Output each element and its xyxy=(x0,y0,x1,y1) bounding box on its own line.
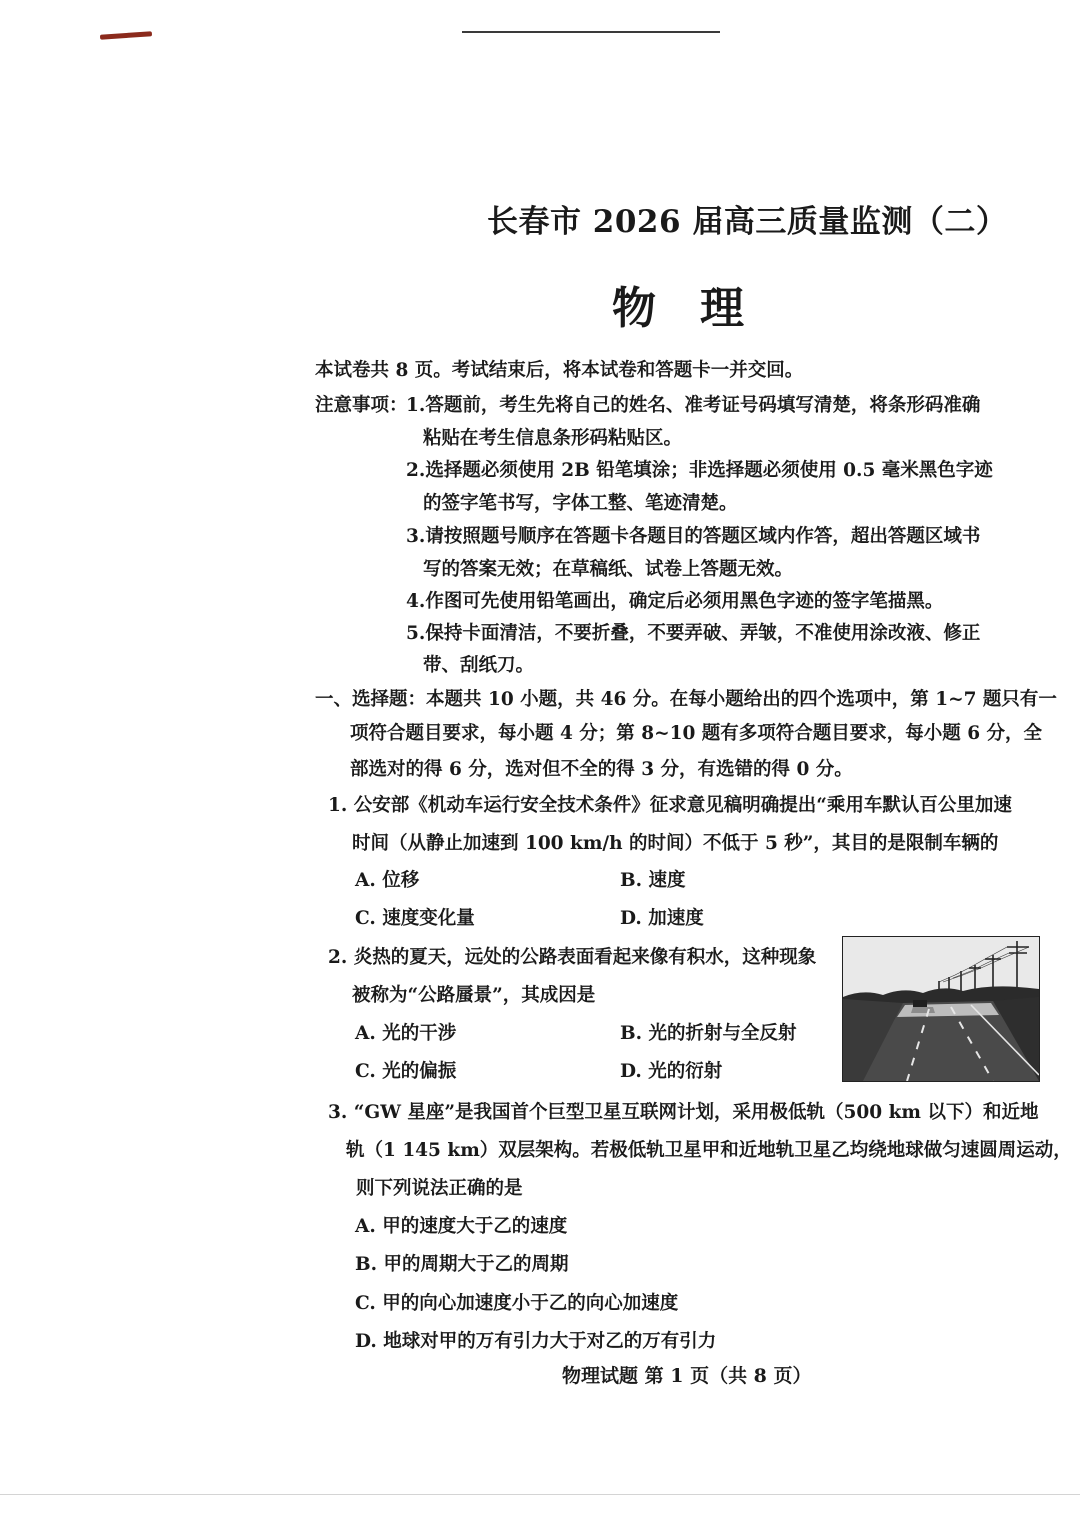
question-2-option-b: B. 光的折射与全反射 xyxy=(620,1023,797,1044)
notice-item-4-line-1: 4.作图可先使用铅笔画出，确定后必须用黑色字迹的签字笔描黑。 xyxy=(406,591,944,612)
question-2-option-c: C. 光的偏振 xyxy=(355,1061,457,1082)
question-2-line-2: 被称为“公路蜃景”，其成因是 xyxy=(352,985,596,1006)
notice-label: 注意事项： xyxy=(315,395,408,416)
exam-title: 长春市 2026 届高三质量监测（二） xyxy=(487,204,1008,240)
notice-item-5-line-2: 带、刮纸刀。 xyxy=(423,655,535,676)
page-footer: 物理试题 第 1 页（共 8 页） xyxy=(562,1365,812,1387)
scan-edge-line xyxy=(0,1494,1080,1495)
road-mirage-photo xyxy=(842,936,1040,1082)
question-3-option-d: D. 地球对甲的万有引力大于对乙的万有引力 xyxy=(355,1331,717,1352)
subject-title: 物理 xyxy=(612,283,788,334)
section-header-line-2: 项符合题目要求，每小题 4 分；第 8~10 题有多项符合题目要求，每小题 6 分，全 xyxy=(350,723,1043,744)
section-header-line-3: 部选对的得 6 分，选对但不全的得 3 分，有选错的得 0 分。 xyxy=(350,759,853,780)
question-1-option-c: C. 速度变化量 xyxy=(355,908,475,929)
question-1-line-2: 时间（从静止加速到 100 km/h 的时间）不低于 5 秒”，其目的是限制车辆的 xyxy=(352,833,999,854)
question-1-option-a: A. 位移 xyxy=(355,870,420,891)
notice-item-2-line-1: 2.选择题必须使用 2B 铅笔填涂；非选择题必须使用 0.5 毫米黑色字迹 xyxy=(406,460,993,481)
question-3-option-b: B. 甲的周期大于乙的周期 xyxy=(355,1254,569,1275)
question-3-option-c: C. 甲的向心加速度小于乙的向心加速度 xyxy=(355,1293,679,1314)
question-3-line-1: 3. “GW 星座”是我国首个巨型卫星互联网计划，采用极低轨（500 km 以下）和近地 xyxy=(328,1102,1039,1123)
notice-item-3-line-1: 3.请按照题号顺序在答题卡各题目的答题区域内作答，超出答题区域书 xyxy=(406,526,981,547)
question-1-option-d: D. 加速度 xyxy=(620,908,704,929)
notice-item-1-line-1: 1.答题前，考生先将自己的姓名、准考证号码填写清楚，将条形码准确 xyxy=(406,395,981,416)
question-3-line-3: 则下列说法正确的是 xyxy=(356,1178,523,1199)
question-1-option-b: B. 速度 xyxy=(620,870,686,891)
notice-item-2-line-2: 的签字笔书写，字体工整、笔迹清楚。 xyxy=(423,493,738,514)
notice-item-3-line-2: 写的答案无效；在草稿纸、试卷上答题无效。 xyxy=(423,559,794,580)
section-header-line-1: 一、选择题：本题共 10 小题，共 46 分。在每小题给出的四个选项中，第 1~7 题只有一 xyxy=(315,689,1057,710)
question-2-option-a: A. 光的干涉 xyxy=(355,1023,457,1044)
notice-item-1-line-2: 粘贴在考生信息条形码粘贴区。 xyxy=(423,428,683,449)
notice-item-5-line-1: 5.保持卡面清洁，不要折叠，不要弄破、弄皱，不准使用涂改液、修正 xyxy=(406,623,981,644)
question-3-line-2: 轨（1 145 km）双层架构。若极低轨卫星甲和近地轨卫星乙均绕地球做匀速圆周运动， xyxy=(346,1140,1072,1161)
pages-note: 本试卷共 8 页。考试结束后，将本试卷和答题卡一并交回。 xyxy=(315,360,804,381)
header-rule xyxy=(462,31,720,33)
question-1-line-1: 1. 公安部《机动车运行安全技术条件》征求意见稿明确提出“乘用车默认百公里加速 xyxy=(328,795,1012,816)
scan-mark xyxy=(100,31,152,40)
question-2-option-d: D. 光的衍射 xyxy=(620,1061,723,1082)
question-2-line-1: 2. 炎热的夏天，远处的公路表面看起来像有积水，这种现象 xyxy=(328,947,817,968)
question-3-option-a: A. 甲的速度大于乙的速度 xyxy=(355,1216,568,1237)
